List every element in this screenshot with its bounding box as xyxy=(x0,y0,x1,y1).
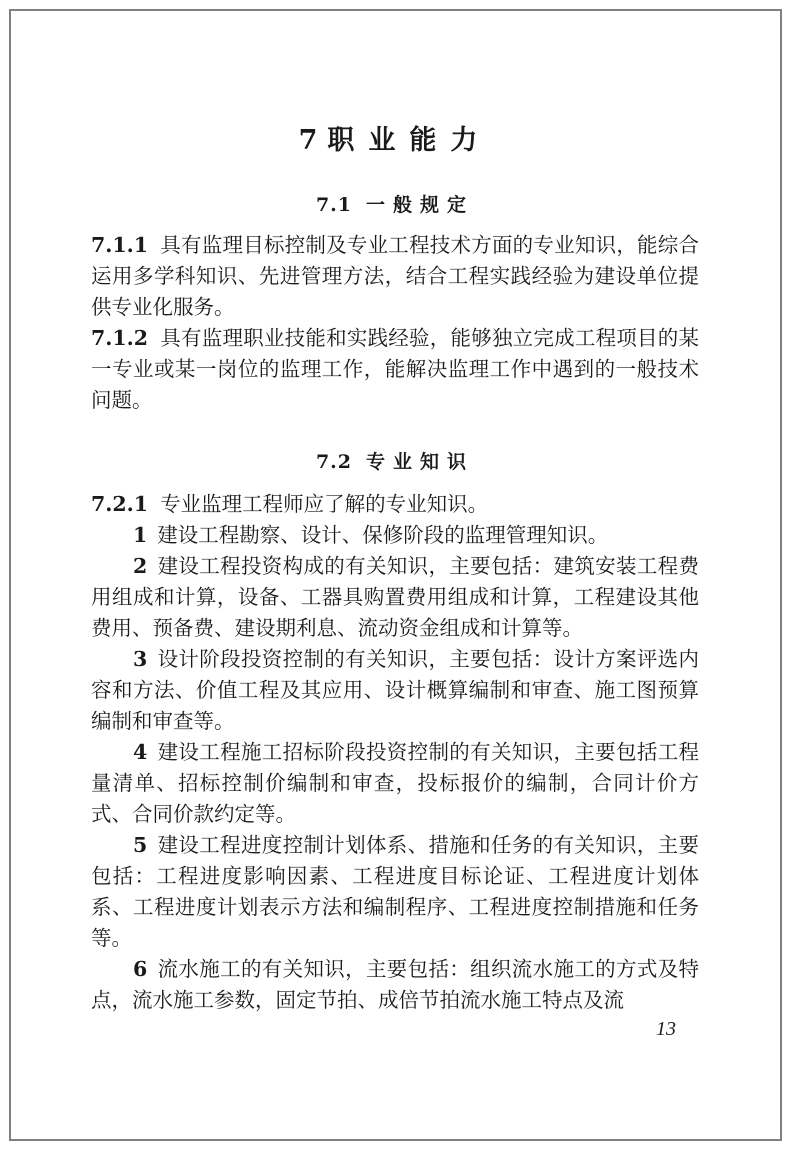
item-text: 设计阶段投资控制的有关知识，主要包括：设计方案评选内容和方法、价值工程及其应用、设计概算编制和审查、施工图预算编制和审查等。 xyxy=(91,647,699,733)
item-text: 建设工程施工招标阶段投资控制的有关知识，主要包括工程量清单、招标控制价编制和审查，投标报价的编制，合同计价方式、合同价款约定等。 xyxy=(91,740,699,826)
section-title-7-1 xyxy=(0,190,790,217)
section-title-7-2 xyxy=(0,447,790,474)
item-text: 建设工程投资构成的有关知识，主要包括：建筑安装工程费用组成和计算，设备、工器具购置费用组成和计算，工程建设其他费用、预备费、建设期利息、流动资金组成和计算等。 xyxy=(91,554,699,640)
clause-text: 具有监理职业技能和实践经验，能够独立完成工程项目的某一专业或某一岗位的监理工作，能解决监理工作中遇到的一般技术问题。 xyxy=(91,326,699,412)
list-item xyxy=(91,954,699,1016)
section-7-1-body xyxy=(91,230,699,416)
item-number: 1 xyxy=(133,523,148,547)
clause-number: 7.2.1 xyxy=(91,492,149,516)
section-7-2-body xyxy=(91,489,699,1016)
section-title-text: 专业知识 xyxy=(366,451,475,473)
clause-number: 7.1.2 xyxy=(91,326,149,350)
list-item xyxy=(91,551,699,644)
list-item xyxy=(91,644,699,737)
chapter-title xyxy=(0,118,790,157)
section-number: 7.1 xyxy=(315,194,353,216)
clause-number: 7.1.1 xyxy=(91,233,149,257)
item-text: 建设工程勘察、设计、保修阶段的监理管理知识。 xyxy=(157,523,609,547)
item-number: 3 xyxy=(133,647,148,671)
item-text: 建设工程进度控制计划体系、措施和任务的有关知识，主要包括：工程进度影响因素、工程进度目标论证、工程进度计划体系、工程进度计划表示方法和编制程序、工程进度控制措施和任务等。 xyxy=(91,833,699,950)
chapter-number: 7 xyxy=(298,125,318,156)
clause-7-2-1 xyxy=(91,489,699,520)
item-number: 6 xyxy=(133,957,148,981)
section-title-text: 一般规定 xyxy=(366,194,475,216)
chapter-title-text: 职业能力 xyxy=(327,125,492,156)
clause-text: 具有监理目标控制及专业工程技术方面的专业知识，能综合运用多学科知识、先进管理方法，结合工程实践经验为建设单位提供专业化服务。 xyxy=(91,233,699,319)
item-number: 5 xyxy=(133,833,148,857)
clause-text: 专业监理工程师应了解的专业知识。 xyxy=(160,492,489,516)
clause-7-1-2 xyxy=(91,323,699,416)
item-text: 流水施工的有关知识，主要包括：组织流水施工的方式及特点，流水施工参数，固定节拍、成倍节拍流水施工特点及流 xyxy=(91,957,699,1012)
item-number: 4 xyxy=(133,740,148,764)
list-item xyxy=(91,830,699,954)
clause-7-1-1 xyxy=(91,230,699,323)
section-number: 7.2 xyxy=(315,451,353,473)
list-item xyxy=(91,737,699,830)
item-number: 2 xyxy=(133,554,148,578)
page-number: 13 xyxy=(656,1018,676,1040)
list-item xyxy=(91,520,699,551)
